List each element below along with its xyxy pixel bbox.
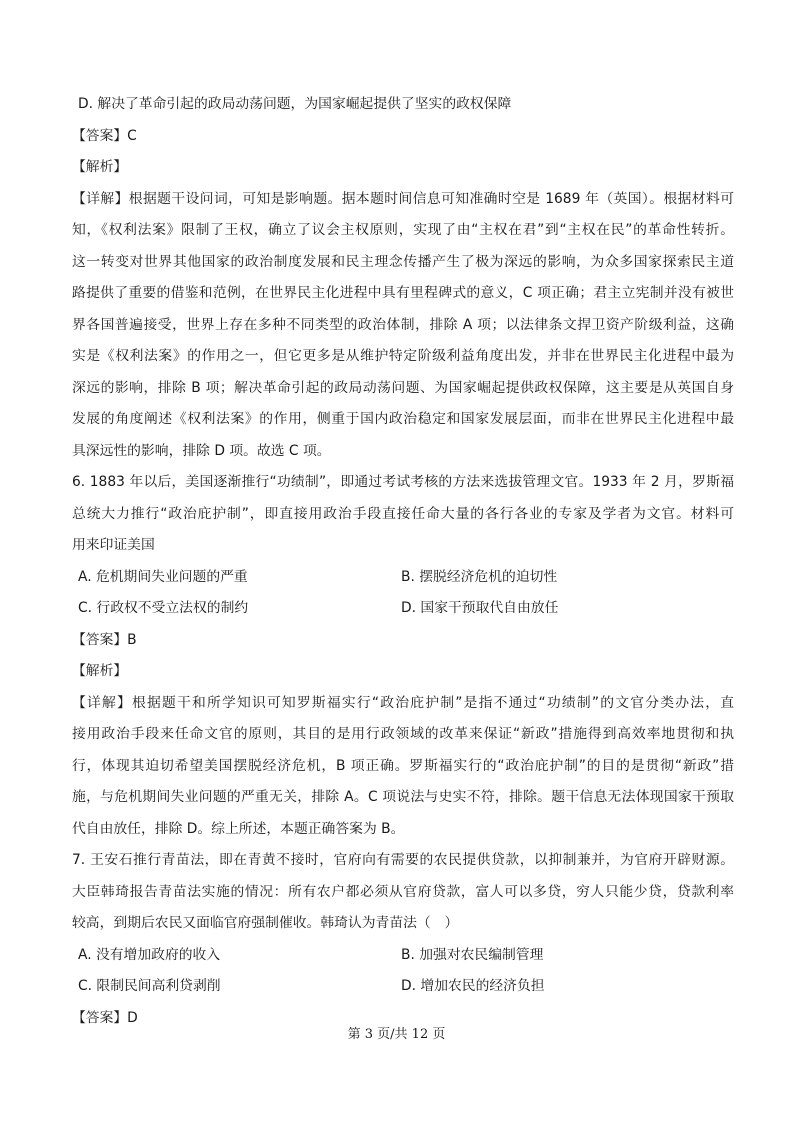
q5-detail-line: 界各国普遍接受，世界上存在多种不同类型的政治体制，排除 A 项；以法律条文捍卫资产阶级利益，这确 bbox=[72, 316, 734, 333]
q7-stem-line: 大臣韩琦报告青苗法实施的情况：所有农户都必须从官府贷款，富人可以多贷，穷人只能少贷，贷款利率 bbox=[72, 883, 734, 900]
q7-options-row bbox=[72, 971, 734, 1003]
q5-detail-line: 深远的影响，排除 B 项；解决革命引起的政局动荡问题、为国家崛起提供政权保障，这主要是从英国自身 bbox=[72, 379, 734, 396]
q5-detail-line: 知，《权利法案》限制了王权，确立了议会主权原则，实现了由“主权在君”到“主权在民”的革命性转折。 bbox=[72, 222, 734, 238]
q7-options-row bbox=[72, 940, 734, 972]
q6-detail-line: 接用政治手段来任命文官的原则，其目的是用行政领域的改革来保证“新政”措施得到高效率地贯彻和执 bbox=[72, 726, 734, 742]
q6-detail-line: 【详解】根据题干和所学知识可知罗斯福实行“政治庇护制”是指不通过“功绩制”的文官分类办法，直 bbox=[72, 694, 734, 711]
q6-analysis-label: 【解析】 bbox=[72, 663, 128, 679]
q5-detail-line: 【详解】根据题干设问词，可知是影响题。据本题时间信息可知准确时空是 1689 年（英国）。根据材料可 bbox=[72, 190, 734, 207]
q6-stem-line: 6. 1883 年以后，美国逐渐推行“功绩制”，即通过考试考核的方法来选拔管理文官。1933 年 2 月，罗斯福 bbox=[72, 474, 734, 490]
q5-analysis-label: 【解析】 bbox=[72, 159, 128, 175]
q7-option-b: B. 加强对农民编制管理 bbox=[401, 946, 544, 963]
q5-detail-line: 具深远性的影响，排除 D 项。故选 C 项。 bbox=[72, 442, 331, 459]
q7-option-a: A. 没有增加政府的收入 bbox=[78, 946, 221, 963]
page-number: 第 3 页/共 12 页 bbox=[347, 1027, 446, 1042]
q6-detail-line: 代自由放任，排除 D。综上所述，本题正确答案为 B。 bbox=[72, 820, 405, 837]
q6-detail-line: 施，与危机期间失业问题的严重无关，排除 A。C 项说法与史实不符，排除。题干信息无法体现国家干预取 bbox=[72, 789, 734, 805]
q7-stem-line: 较高，到期后农民又面临官府强制催收。韩琦认为青苗法（ ） bbox=[72, 915, 459, 931]
q5-detail-line: 发展的角度阐述《权利法案》的作用，侧重于国内政治稳定和国家发展层面，而非在世界民主化进程中最 bbox=[72, 411, 734, 427]
q6-option-d: D. 国家干预取代自由放任 bbox=[401, 600, 559, 616]
q5-detail-line: 路提供了重要的借鉴和范例，在世界民主化进程中具有里程碑式的意义，C 项正确；君主立宪制并没有被世 bbox=[72, 285, 734, 301]
q6-option-b: B. 摆脱经济危机的迫切性 bbox=[401, 568, 558, 585]
q5-detail-line: 实是《权利法案》的作用之一，但它更多是从维护特定阶级利益角度出发，并非在世界民主化进程中最为 bbox=[72, 348, 734, 364]
q7-answer-label: 【答案】D bbox=[72, 1009, 138, 1026]
q5-answer-label: 【答案】C bbox=[72, 127, 137, 144]
q5-detail-line: 这一转变对世界其他国家的政治制度发展和民主理念传播产生了极为深远的影响，为众多国家探索民主道 bbox=[72, 253, 734, 270]
q6-stem-line: 用来印证美国 bbox=[72, 537, 155, 553]
page-content bbox=[72, 89, 734, 1034]
q5-option-d: D. 解决了革命引起的政局动荡问题，为国家崛起提供了坚实的政权保障 bbox=[78, 96, 512, 112]
q6-stem-line: 总统大力推行“政治庇护制”，即直接用政治手段直接任命大量的各行各业的专家及学者为文官。材料可 bbox=[72, 505, 734, 522]
q6-option-a: A. 危机期间失业问题的严重 bbox=[78, 568, 248, 585]
q6-options-row bbox=[72, 562, 734, 594]
q6-detail-line: 行，体现其迫切希望美国摆脱经济危机，B 项正确。罗斯福实行的“政治庇护制”的目的是贯彻“新政”措 bbox=[72, 757, 734, 774]
q6-option-c: C. 行政权不受立法权的制约 bbox=[78, 600, 249, 616]
q7-option-d: D. 增加农民的经济负担 bbox=[401, 978, 545, 994]
q6-options-row bbox=[72, 593, 734, 625]
q7-option-c: C. 限制民间高利贷剥削 bbox=[78, 978, 221, 994]
q7-stem-line: 7. 王安石推行青苗法，即在青黄不接时，官府向有需要的农民提供贷款，以抑制兼并，为官府开辟财源。 bbox=[72, 852, 734, 868]
q6-answer-label: 【答案】B bbox=[72, 631, 137, 648]
